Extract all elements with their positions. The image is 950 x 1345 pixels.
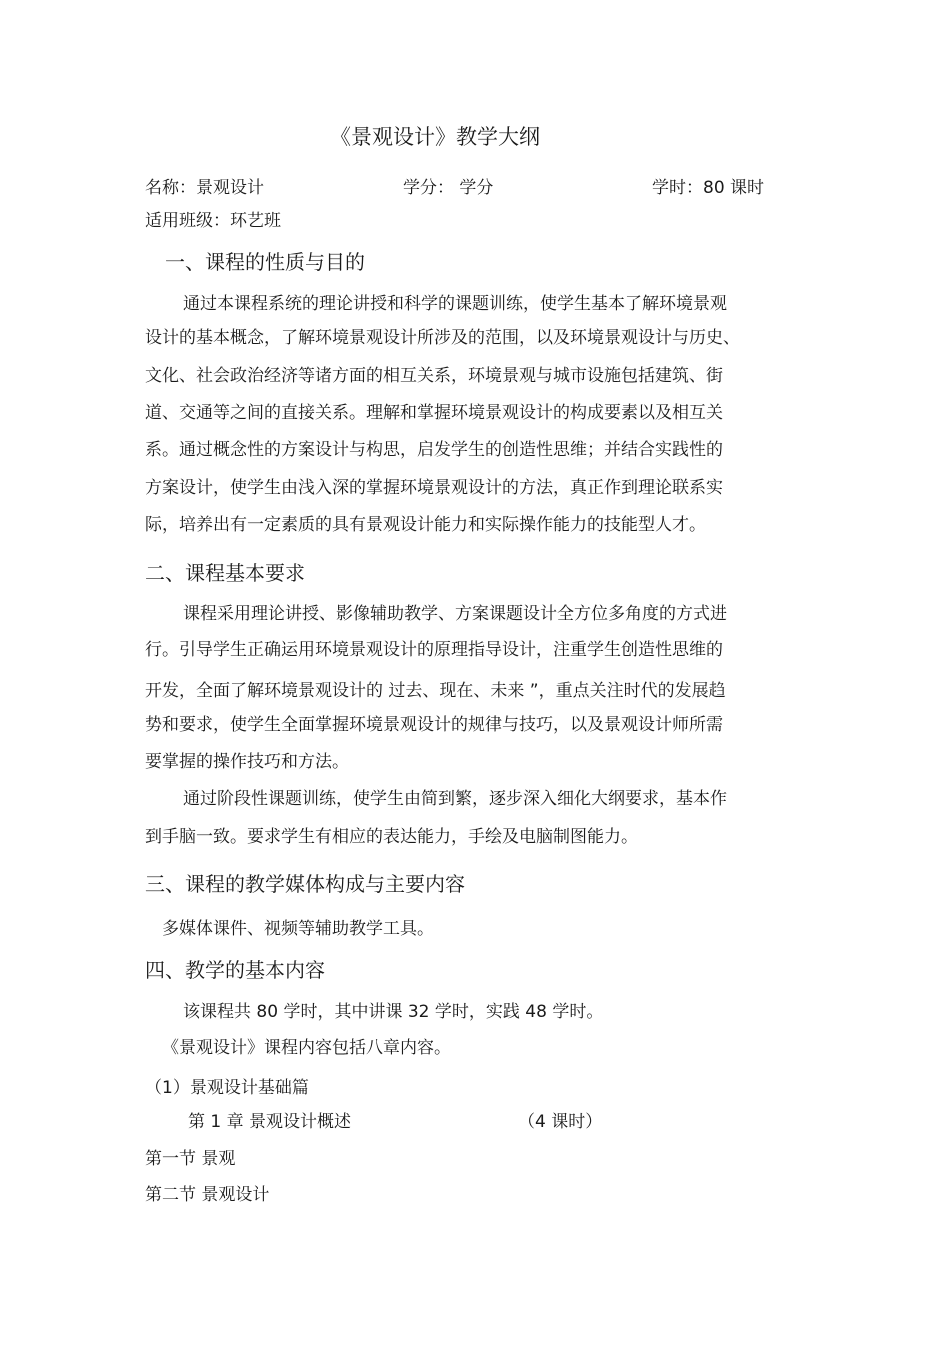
- chapter-hours: （4 课时）: [518, 1112, 603, 1132]
- section-1-line: 系。通过概念性的方案设计与构思，启发学生的创造性思维；并结合实践性的: [145, 440, 723, 460]
- course-class: 适用班级：环艺班: [145, 211, 281, 231]
- section-2-line: 到手脑一致。要求学生有相应的表达能力，手绘及电脑制图能力。: [145, 827, 638, 847]
- part-heading: （1）景观设计基础篇: [145, 1078, 309, 1098]
- section-1-line: 设计的基本概念，了解环境景观设计所涉及的范围，以及环境景观设计与历史、: [145, 328, 740, 348]
- section-2-line: 要掌握的操作技巧和方法。: [145, 752, 349, 772]
- course-credit: 学分： 学分: [403, 178, 494, 198]
- section-1-line: 通过本课程系统的理论讲授和科学的课题训练，使学生基本了解环境景观: [183, 294, 727, 314]
- section-4-line: 《景观设计》课程内容包括八章内容。: [162, 1038, 451, 1058]
- section-1-line: 方案设计，使学生由浅入深的掌握环境景观设计的方法，真正作到理论联系实: [145, 478, 723, 498]
- section-1-line: 际，培养出有一定素质的具有景观设计能力和实际操作能力的技能型人才。: [145, 515, 706, 535]
- section-1-line: 道、交通等之间的直接关系。理解和掌握环境景观设计的构成要素以及相互关: [145, 403, 723, 423]
- section-2-line: 势和要求，使学生全面掌握环境景观设计的规律与技巧，以及景观设计师所需: [145, 715, 723, 735]
- section-3-line: 多媒体课件、视频等辅助教学工具。: [162, 919, 434, 939]
- section-2-heading: 二、课程基本要求: [145, 561, 305, 585]
- section-2-line: 开发，全面了解环境景观设计的 过去、现在、未来 ”，重点关注时代的发展趋: [145, 681, 726, 701]
- section-4-heading: 四、教学的基本内容: [145, 958, 325, 982]
- section-2-line: 课程采用理论讲授、影像辅助教学、方案课题设计全方位多角度的方式进: [183, 604, 727, 624]
- section-1-line: 文化、社会政治经济等诸方面的相互关系，环境景观与城市设施包括建筑、街: [145, 366, 723, 386]
- section-1-heading: 一、课程的性质与目的: [165, 250, 365, 274]
- section-2-line: 行。引导学生正确运用环境景观设计的原理指导设计，注重学生创造性思维的: [145, 640, 723, 660]
- course-hours: 学时：80 课时: [652, 178, 765, 198]
- chapter-section: 第一节 景观: [145, 1149, 236, 1169]
- document-title: 《景观设计》教学大纲: [330, 125, 540, 149]
- section-2-line: 通过阶段性课题训练，使学生由简到繁，逐步深入细化大纲要求，基本作: [183, 789, 727, 809]
- chapter-title: 第 1 章 景观设计概述: [188, 1112, 352, 1132]
- section-4-line: 该课程共 80 学时，其中讲课 32 学时，实践 48 学时。: [183, 1002, 604, 1022]
- course-name: 名称：景观设计: [145, 178, 264, 198]
- chapter-section: 第二节 景观设计: [145, 1185, 270, 1205]
- section-3-heading: 三、课程的教学媒体构成与主要内容: [145, 872, 465, 896]
